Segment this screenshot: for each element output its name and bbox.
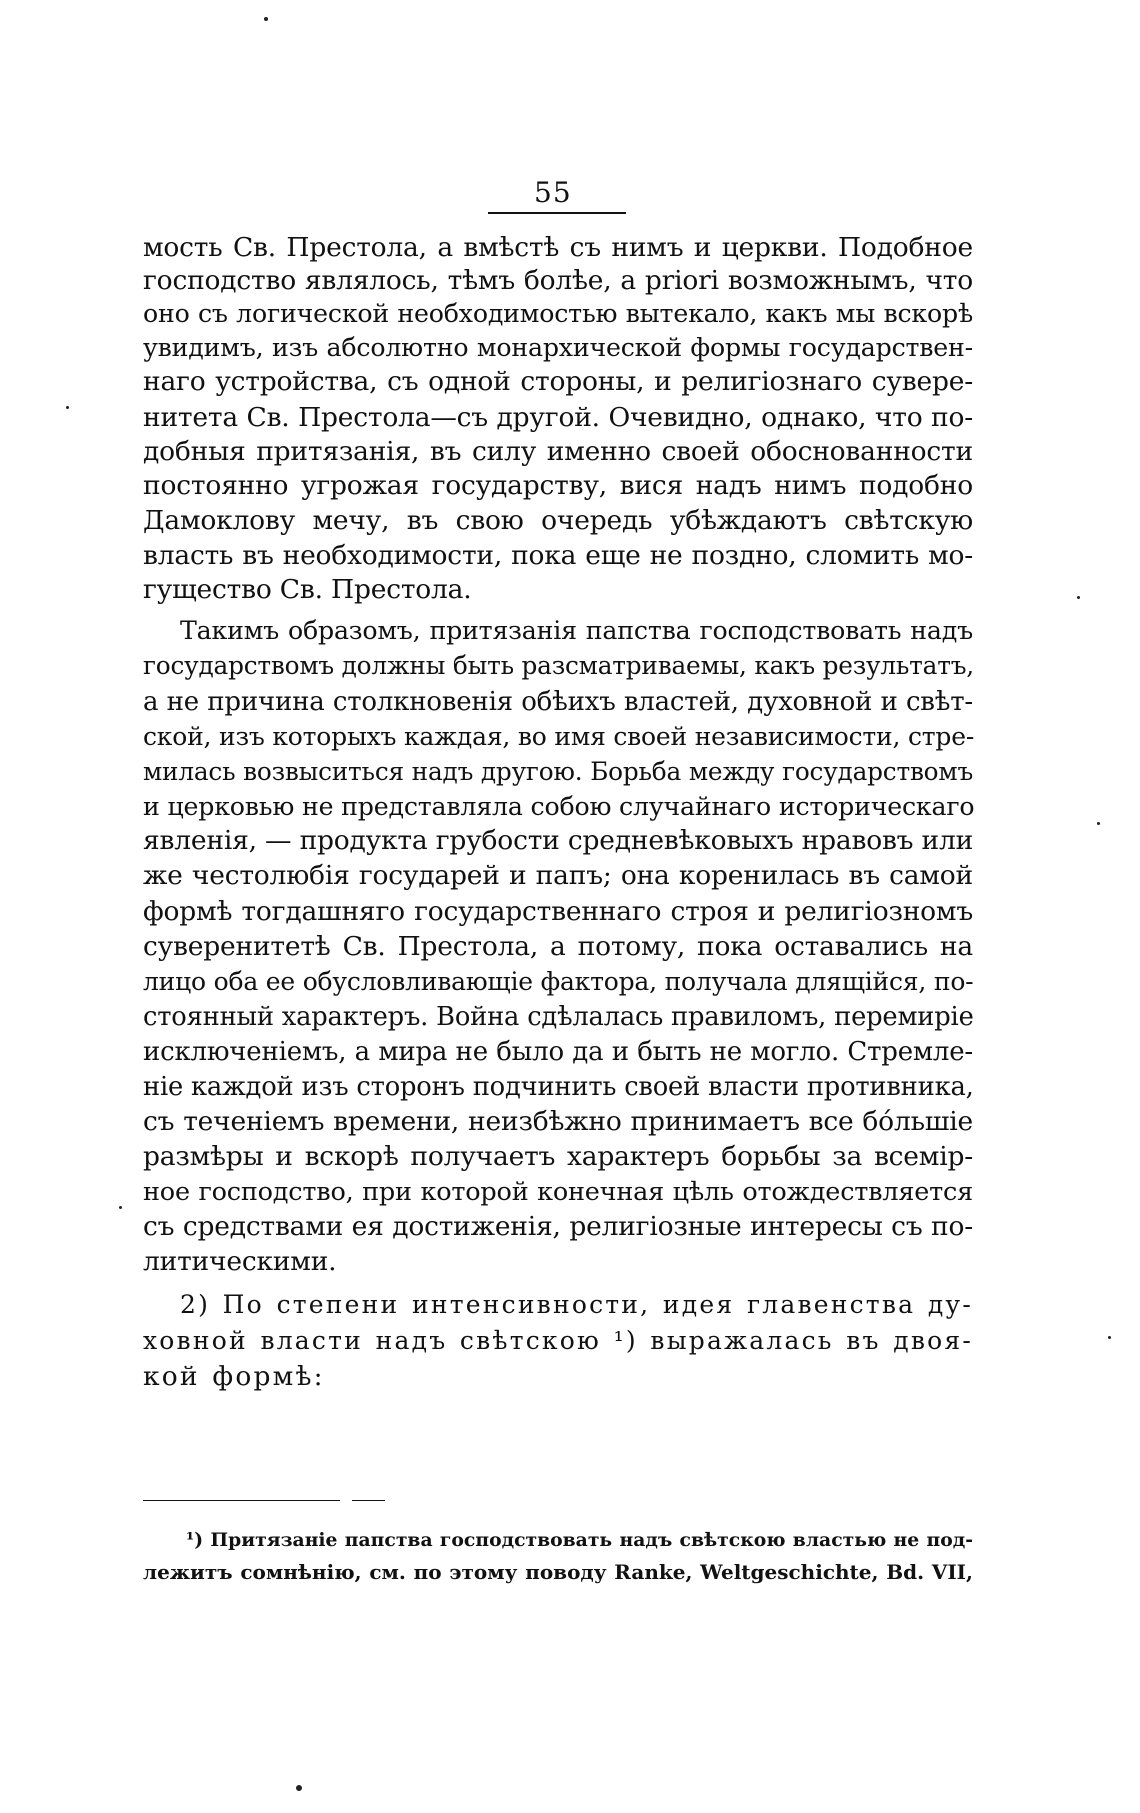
scan-speck <box>1077 596 1080 599</box>
footnote-separator <box>143 1500 340 1501</box>
text-line: оно съ логической необходимостью вытекало, какъ мы вскорѣ <box>143 299 973 328</box>
text-line: государствомъ должны быть разсматриваемы, какъ результатъ, <box>143 651 974 680</box>
text-line: суверенитетѣ Св. Престола, а потому, пока оставались на <box>143 931 973 962</box>
text-line: а не причина столкновенія обѣихъ властей, духовной и свѣт- <box>143 687 973 717</box>
text-line: и церковью не представляла собою случайнаго историческаго <box>143 792 975 821</box>
text-line: явленія, — продукта грубости средневѣковыхъ нравовъ или <box>143 825 974 856</box>
text-line: власть въ необходимости, пока еще не поздно, сломить мо- <box>143 540 973 571</box>
text-line: лицо оба ее обусловливающіе фактора, получала длящійся, по- <box>143 967 974 996</box>
scan-speck <box>296 1785 302 1791</box>
text-line: наго устройства, съ одной стороны, и религіознаго сувере- <box>143 366 973 397</box>
scan-speck <box>66 406 69 409</box>
text-line: съ средствами ея достиженія, религіозные интересы съ по- <box>143 1211 973 1242</box>
text-line: постоянно угрожая государству, вися надъ нимъ подобно <box>143 470 973 501</box>
text-line: нитета Св. Престола—съ другой. Очевидно, однако, что по- <box>143 402 973 433</box>
text-line: ніе каждой изъ сторонъ подчинить своей власти противника, <box>143 1072 974 1102</box>
text-line: мость Св. Престола, а вмѣстѣ съ нимъ и церкви. Подобное <box>143 232 973 263</box>
text-line: господство являлось, тѣмъ болѣе, a priori возможнымъ, что <box>143 265 973 296</box>
text-line: ное господство, при которой конечная цѣль отождествляется <box>143 1177 973 1207</box>
text-line: Дамоклову мечу, въ свою очередь убѣждаютъ свѣтскую <box>143 505 973 536</box>
text-line: размѣры и вскорѣ получаетъ характеръ борьбы за всемір- <box>143 1141 973 1172</box>
text-line: добныя притязанія, въ силу именно своей обоснованности <box>143 436 973 467</box>
footnote-separator <box>352 1500 385 1501</box>
text-line: увидимъ, изъ абсолютно монархической формы государствен- <box>143 333 973 362</box>
text-line: Такимъ образомъ, притязанія папства господствовать надъ <box>180 616 973 645</box>
scan-speck <box>119 1206 122 1209</box>
text-line: литическими. <box>143 1246 337 1277</box>
page-number: 55 <box>534 176 572 209</box>
text-line: 2) По степени интенсивности, идея главенства ду- <box>180 1290 973 1319</box>
text-line: гущество Св. Престола. <box>143 574 472 605</box>
header-rule <box>488 212 626 214</box>
scan-speck <box>1097 822 1100 825</box>
text-line: исключеніемъ, а мира не было да и быть не могло. Стремле- <box>143 1037 973 1067</box>
footnote-line: ¹) Притязаніе папства господствовать надъ свѣтскою властью не под- <box>186 1529 973 1551</box>
scan-speck <box>264 17 268 21</box>
text-line: съ теченіемъ времени, неизбѣжно принимаетъ все бóльшіе <box>143 1106 973 1137</box>
footnote-line: лежитъ сомнѣнію, см. по этому поводу Ranke, Weltgeschichte, Bd. VII, <box>143 1560 973 1584</box>
text-line: же честолюбія государей и папъ; она коренилась въ самой <box>143 860 973 891</box>
text-line: кой формѣ: <box>143 1361 325 1392</box>
scan-speck <box>1108 1336 1111 1339</box>
text-line: ховной власти надъ свѣтскою ¹) выражалась въ двоя- <box>143 1326 973 1355</box>
text-line: милась возвыситься надъ другою. Борьба между государствомъ <box>143 757 973 786</box>
text-line: ской, изъ которыхъ каждая, во имя своей независимости, стре- <box>143 722 975 751</box>
text-line: формѣ тогдашняго государственнаго строя и религіозномъ <box>143 896 973 927</box>
text-line: стоянный характеръ. Война сдѣлалась правиломъ, перемиріе <box>143 1002 974 1032</box>
